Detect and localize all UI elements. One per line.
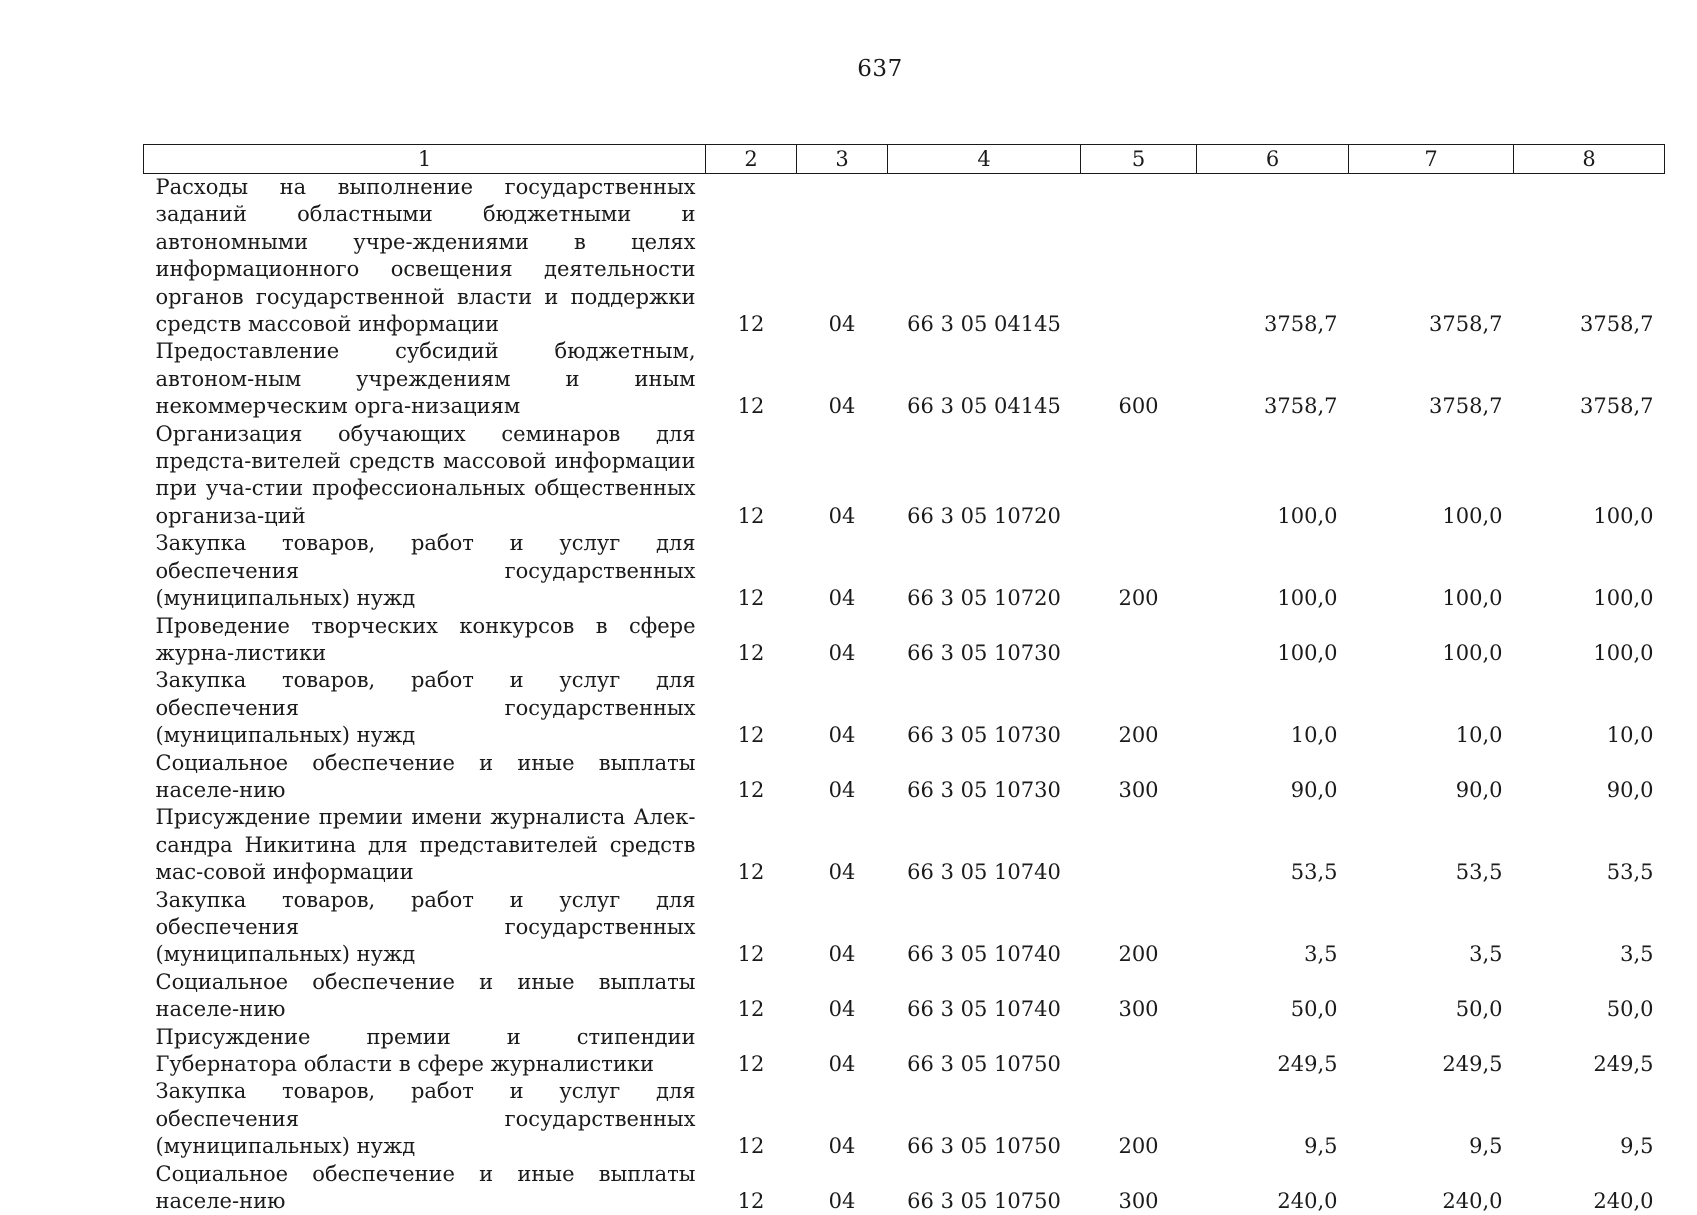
subsection-code: 04: [797, 969, 888, 1024]
amount-col-7: 100,0: [1349, 530, 1514, 612]
table-row: [144, 667, 1665, 749]
amount-col-6: 90,0: [1197, 750, 1349, 805]
amount-col-7: 53,5: [1349, 804, 1514, 886]
amount-col-8: 100,0: [1514, 421, 1665, 531]
target-article-code: 66 3 05 10730: [888, 613, 1081, 668]
header-col-1: 1: [144, 145, 706, 174]
amount-col-7: 3,5: [1349, 887, 1514, 969]
target-article-code: 66 3 05 10750: [888, 1024, 1081, 1079]
expense-type-code: 200: [1081, 530, 1197, 612]
subsection-code: 04: [797, 750, 888, 805]
amount-col-7: 240,0: [1349, 1161, 1514, 1215]
item-name: Социальное обеспечение и иные выплаты населе-нию: [144, 969, 706, 1024]
amount-col-8: 100,0: [1514, 613, 1665, 668]
expense-type-code: 200: [1081, 887, 1197, 969]
section-code: 12: [706, 1078, 797, 1160]
budget-table: [143, 144, 1665, 1215]
table-row: [144, 530, 1665, 612]
table-header: [144, 145, 1665, 174]
expense-type-code: 300: [1081, 1161, 1197, 1215]
expense-type-code: 600: [1081, 338, 1197, 420]
expense-type-code: [1081, 804, 1197, 886]
section-code: 12: [706, 421, 797, 531]
amount-col-6: 100,0: [1197, 421, 1349, 531]
amount-col-6: 240,0: [1197, 1161, 1349, 1215]
expense-type-code: [1081, 421, 1197, 531]
target-article-code: 66 3 05 04145: [888, 338, 1081, 420]
section-code: 12: [706, 750, 797, 805]
amount-col-8: 249,5: [1514, 1024, 1665, 1079]
item-name: Предоставление субсидий бюджетным, автоном-ным учреждениям и иным некоммерческим орга-низациям: [144, 338, 706, 420]
target-article-code: 66 3 05 10730: [888, 667, 1081, 749]
amount-col-7: 90,0: [1349, 750, 1514, 805]
section-code: 12: [706, 667, 797, 749]
subsection-code: 04: [797, 613, 888, 668]
expense-type-code: 300: [1081, 750, 1197, 805]
amount-col-6: 10,0: [1197, 667, 1349, 749]
section-code: 12: [706, 613, 797, 668]
expense-type-code: [1081, 1024, 1197, 1079]
amount-col-6: 3758,7: [1197, 338, 1349, 420]
subsection-code: 04: [797, 887, 888, 969]
section-code: 12: [706, 969, 797, 1024]
amount-col-7: 9,5: [1349, 1078, 1514, 1160]
subsection-code: 04: [797, 667, 888, 749]
amount-col-8: 50,0: [1514, 969, 1665, 1024]
item-name: Социальное обеспечение и иные выплаты населе-нию: [144, 1161, 706, 1215]
amount-col-8: 9,5: [1514, 1078, 1665, 1160]
item-name: Присуждение премии и стипендии Губернатора области в сфере журналистики: [144, 1024, 706, 1079]
amount-col-8: 53,5: [1514, 804, 1665, 886]
item-name: Проведение творческих конкурсов в сфере журна-листики: [144, 613, 706, 668]
item-name: Социальное обеспечение и иные выплаты населе-нию: [144, 750, 706, 805]
item-name: Закупка товаров, работ и услуг для обеспечения государственных (муниципальных) нужд: [144, 667, 706, 749]
target-article-code: 66 3 05 10730: [888, 750, 1081, 805]
amount-col-7: 249,5: [1349, 1024, 1514, 1079]
amount-col-6: 100,0: [1197, 613, 1349, 668]
target-article-code: 66 3 05 10750: [888, 1078, 1081, 1160]
amount-col-6: 249,5: [1197, 1024, 1349, 1079]
target-article-code: 66 3 05 10750: [888, 1161, 1081, 1215]
amount-col-7: 3758,7: [1349, 338, 1514, 420]
amount-col-7: 100,0: [1349, 421, 1514, 531]
amount-col-6: 3,5: [1197, 887, 1349, 969]
item-name: Закупка товаров, работ и услуг для обеспечения государственных (муниципальных) нужд: [144, 887, 706, 969]
target-article-code: 66 3 05 04145: [888, 174, 1081, 339]
subsection-code: 04: [797, 530, 888, 612]
item-name: Закупка товаров, работ и услуг для обеспечения государственных (муниципальных) нужд: [144, 530, 706, 612]
expense-type-code: 200: [1081, 1078, 1197, 1160]
section-code: 12: [706, 804, 797, 886]
amount-col-8: 3,5: [1514, 887, 1665, 969]
amount-col-6: 9,5: [1197, 1078, 1349, 1160]
target-article-code: 66 3 05 10720: [888, 530, 1081, 612]
item-name: Закупка товаров, работ и услуг для обеспечения государственных (муниципальных) нужд: [144, 1078, 706, 1160]
amount-col-6: 50,0: [1197, 969, 1349, 1024]
table-row: [144, 1161, 1665, 1215]
target-article-code: 66 3 05 10740: [888, 804, 1081, 886]
header-row: [144, 145, 1665, 174]
table-row: [144, 969, 1665, 1024]
table-row: [144, 338, 1665, 420]
amount-col-8: 240,0: [1514, 1161, 1665, 1215]
amount-col-7: 50,0: [1349, 969, 1514, 1024]
table-row: [144, 421, 1665, 531]
expense-type-code: 300: [1081, 969, 1197, 1024]
item-name: Расходы на выполнение государственных заданий областными бюджетными и автономными учре-ждениями в целях информационного освещения деятельности органов государственной власти и поддержки средств массовой информации: [144, 174, 706, 339]
amount-col-7: 100,0: [1349, 613, 1514, 668]
section-code: 12: [706, 174, 797, 339]
section-code: 12: [706, 887, 797, 969]
table-row: [144, 613, 1665, 668]
subsection-code: 04: [797, 804, 888, 886]
item-name: Организация обучающих семинаров для предста-вителей средств массовой информации при уча-стии профессиональных общественных организа-ций: [144, 421, 706, 531]
header-col-6: 6: [1197, 145, 1349, 174]
item-name: Присуждение премии имени журналиста Алек-сандра Никитина для представителей средств мас-совой информации: [144, 804, 706, 886]
expense-type-code: [1081, 174, 1197, 339]
subsection-code: 04: [797, 338, 888, 420]
section-code: 12: [706, 530, 797, 612]
amount-col-6: 3758,7: [1197, 174, 1349, 339]
table-row: [144, 750, 1665, 805]
subsection-code: 04: [797, 421, 888, 531]
table-row: [144, 887, 1665, 969]
amount-col-8: 3758,7: [1514, 338, 1665, 420]
header-col-5: 5: [1081, 145, 1197, 174]
table-row: [144, 804, 1665, 886]
amount-col-6: 100,0: [1197, 530, 1349, 612]
target-article-code: 66 3 05 10740: [888, 969, 1081, 1024]
expense-type-code: 200: [1081, 667, 1197, 749]
section-code: 12: [706, 1161, 797, 1215]
header-col-4: 4: [888, 145, 1081, 174]
header-col-3: 3: [797, 145, 888, 174]
target-article-code: 66 3 05 10740: [888, 887, 1081, 969]
table-row: [144, 1078, 1665, 1160]
expense-type-code: [1081, 613, 1197, 668]
subsection-code: 04: [797, 1024, 888, 1079]
section-code: 12: [706, 1024, 797, 1079]
amount-col-8: 3758,7: [1514, 174, 1665, 339]
amount-col-8: 10,0: [1514, 667, 1665, 749]
table-row: [144, 1024, 1665, 1079]
header-col-2: 2: [706, 145, 797, 174]
amount-col-8: 100,0: [1514, 530, 1665, 612]
header-col-7: 7: [1349, 145, 1514, 174]
amount-col-7: 3758,7: [1349, 174, 1514, 339]
subsection-code: 04: [797, 1078, 888, 1160]
section-code: 12: [706, 338, 797, 420]
amount-col-6: 53,5: [1197, 804, 1349, 886]
table-body: [144, 174, 1665, 1215]
target-article-code: 66 3 05 10720: [888, 421, 1081, 531]
table-row: [144, 174, 1665, 339]
amount-col-8: 90,0: [1514, 750, 1665, 805]
subsection-code: 04: [797, 174, 888, 339]
page-number: 637: [0, 56, 1697, 82]
subsection-code: 04: [797, 1161, 888, 1215]
amount-col-7: 10,0: [1349, 667, 1514, 749]
header-col-8: 8: [1514, 145, 1665, 174]
